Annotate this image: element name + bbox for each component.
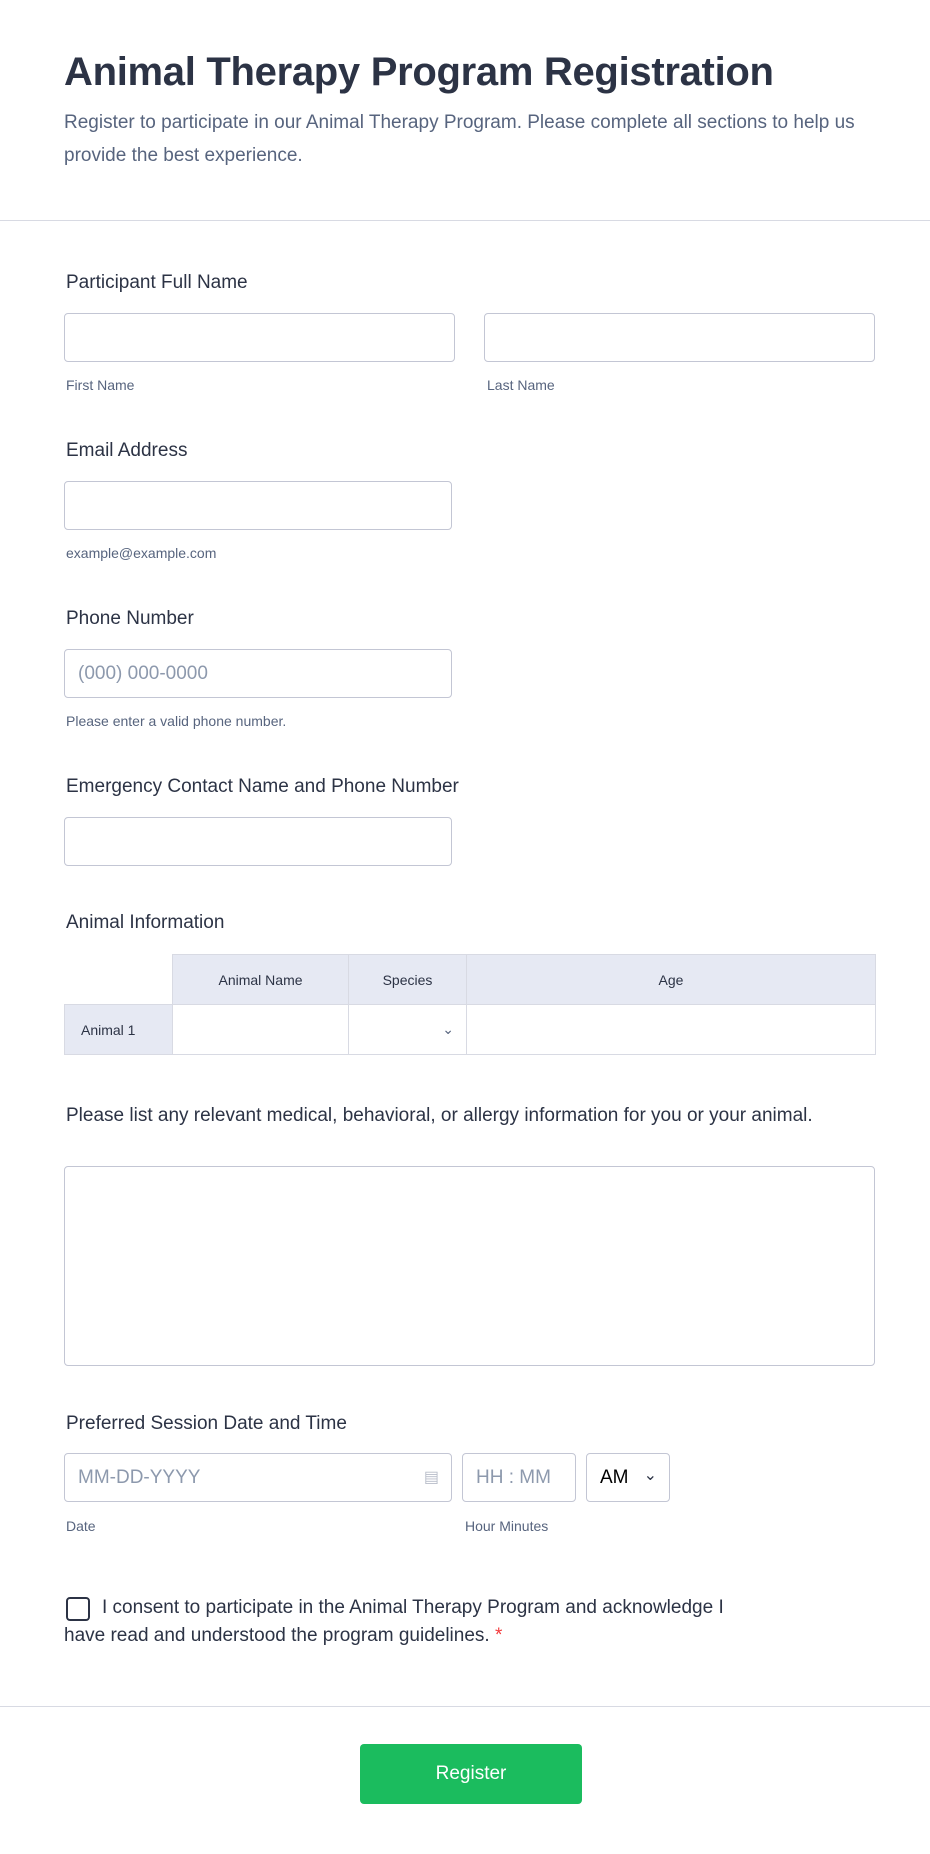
phone-input[interactable]: (000) 000-0000 <box>64 649 452 698</box>
consent-label[interactable] <box>64 1594 724 1650</box>
required-asterisk: * <box>494 1625 503 1646</box>
age-input[interactable] <box>467 1005 876 1055</box>
email-label: Email Address <box>66 440 188 461</box>
ampm-select[interactable] <box>586 1453 670 1502</box>
first-name-input[interactable] <box>64 313 455 362</box>
last-name-input[interactable] <box>484 313 875 362</box>
chevron-down-icon: ⌄ <box>442 1021 454 1037</box>
row-header: Animal 1 <box>65 1005 173 1055</box>
calendar-icon[interactable]: ▤ <box>423 1469 439 1486</box>
email-hint: example@example.com <box>66 545 217 561</box>
table-row <box>65 1005 876 1055</box>
phone-label: Phone Number <box>66 608 194 629</box>
date-input[interactable] <box>64 1453 452 1502</box>
session-label: Preferred Session Date and Time <box>66 1413 347 1434</box>
column-header: Animal Name <box>173 955 349 1005</box>
phone-hint: Please enter a valid phone number. <box>66 713 287 729</box>
register-button[interactable]: Register <box>360 1744 582 1804</box>
full-name-label: Participant Full Name <box>66 272 248 293</box>
page-subtitle: Register to participate in our Animal Therapy Program. Please complete all sections to help us provide the best experience. <box>64 112 855 166</box>
ampm-value: AM <box>600 1467 629 1488</box>
emergency-contact-label: Emergency Contact Name and Phone Number <box>66 776 459 797</box>
last-name-sublabel: Last Name <box>487 377 555 393</box>
chevron-down-icon: ⌄ <box>643 1467 657 1484</box>
medical-info-label: Please list any relevant medical, behavioral, or allergy information for you or your animal. <box>66 1105 813 1126</box>
medical-info-textarea[interactable] <box>64 1166 875 1366</box>
time-input[interactable]: HH : MM <box>462 1453 576 1502</box>
animal-info-table <box>64 954 876 1055</box>
divider <box>0 1706 930 1707</box>
first-name-sublabel: First Name <box>66 377 135 393</box>
date-placeholder: MM-DD-YYYY <box>78 1467 201 1488</box>
time-sublabel: Hour Minutes <box>465 1518 549 1534</box>
column-header: Age <box>467 955 876 1005</box>
email-input[interactable] <box>64 481 452 530</box>
animal-name-input[interactable] <box>173 1005 349 1055</box>
animal-info-label: Animal Information <box>66 912 225 933</box>
consent-text: I consent to participate in the Animal Therapy Program and acknowledge I have read and understood the program guidelines. <box>64 1597 724 1646</box>
date-sublabel: Date <box>66 1518 96 1534</box>
column-header: Species <box>349 955 467 1005</box>
divider <box>0 220 930 221</box>
emergency-contact-input[interactable] <box>64 817 452 866</box>
species-select[interactable] <box>349 1005 467 1055</box>
page-title: Animal Therapy Program Registration <box>64 50 774 94</box>
